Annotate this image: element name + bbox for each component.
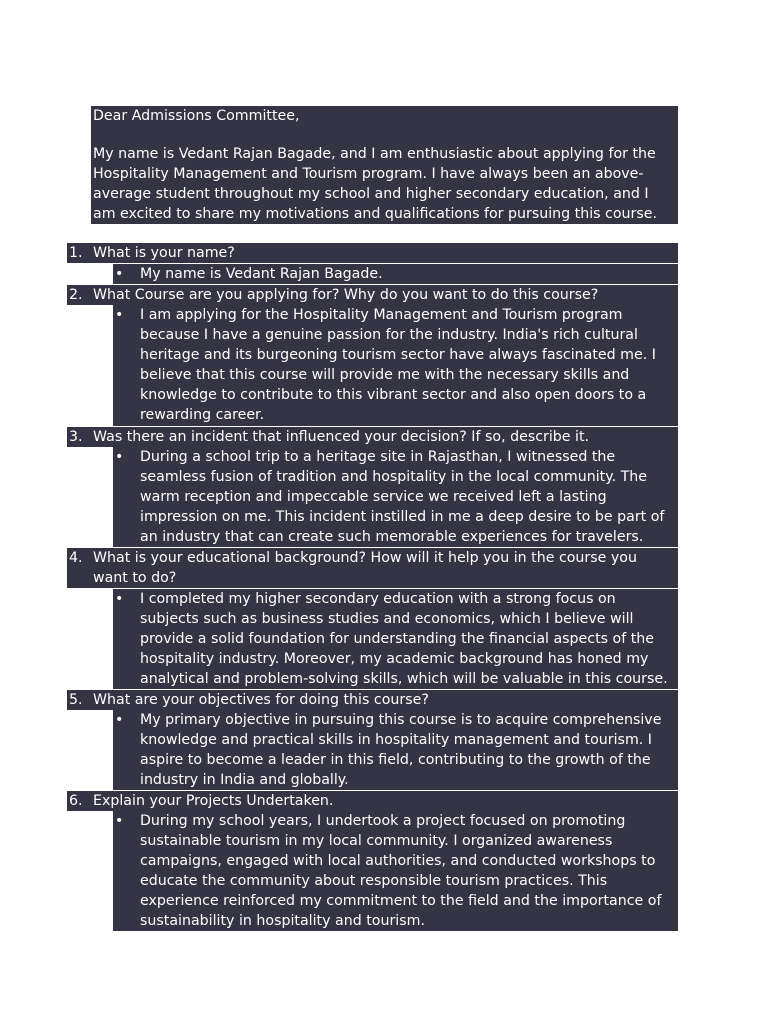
answer-line: I completed my higher secondary education with a strong focus on <box>140 591 616 607</box>
intro-line: average student throughout my school and higher secondary education, and I <box>93 186 649 202</box>
answer-line: rewarding career. <box>140 407 265 423</box>
question-row <box>67 690 678 710</box>
answer-block <box>113 811 678 931</box>
bullet-icon: • <box>115 813 124 829</box>
answer-line: experience reinforced my commitment to the field and the importance of <box>140 893 662 909</box>
answer-line: sustainable tourism in my local community. I organized awareness <box>140 833 613 849</box>
answer-line: seamless fusion of tradition and hospitality in the local community. The <box>140 469 648 485</box>
question-row <box>67 285 678 305</box>
answer-line: warm reception and impeccable service we received left a lasting <box>140 489 607 505</box>
question-row <box>67 243 678 263</box>
question-text: want to do? <box>93 570 177 586</box>
answer-line: aspire to become a leader in this field, contributing to the growth of the <box>140 752 651 768</box>
answer-line: I am applying for the Hospitality Management and Tourism program <box>140 307 623 323</box>
answer-line: educate the community about responsible tourism practices. This <box>140 873 608 889</box>
intro-line: Hospitality Management and Tourism program. I have always been an above- <box>93 166 644 182</box>
answer-line: sustainability in hospitality and tourism. <box>140 913 425 929</box>
bullet-icon: • <box>115 449 124 465</box>
intro-block <box>91 106 678 224</box>
bullet-icon: • <box>115 266 124 282</box>
question-number: 5. <box>69 692 83 708</box>
question-number: 1. <box>69 245 83 261</box>
answer-line: During a school trip to a heritage site in Rajasthan, I witnessed the <box>140 449 616 465</box>
answer-line: industry in India and globally. <box>140 772 349 788</box>
question-number: 3. <box>69 429 83 445</box>
answer-line: provide a solid foundation for understanding the financial aspects of the <box>140 631 655 647</box>
intro-line: am excited to share my motivations and qualifications for pursuing this course. <box>93 206 657 222</box>
answer-line: My name is Vedant Rajan Bagade. <box>140 266 383 282</box>
question-row <box>67 791 678 811</box>
intro-line: My name is Vedant Rajan Bagade, and I am enthusiastic about applying for the <box>93 146 656 162</box>
answer-line: knowledge and practical skills in hospitality management and tourism. I <box>140 732 652 748</box>
question-number: 2. <box>69 287 83 303</box>
question-text: What is your name? <box>93 245 235 261</box>
answer-line: campaigns, engaged with local authorities, and conducted workshops to <box>140 853 656 869</box>
bullet-icon: • <box>115 307 124 323</box>
question-text: Explain your Projects Undertaken. <box>93 793 334 809</box>
answer-block <box>113 710 678 790</box>
answer-block <box>113 305 678 426</box>
question-text: Was there an incident that influenced your decision? If so, describe it. <box>93 429 590 445</box>
answer-block <box>113 447 678 547</box>
answer-line: analytical and problem-solving skills, which will be valuable in this course. <box>140 671 668 687</box>
bullet-icon: • <box>115 591 124 607</box>
question-row <box>67 548 678 588</box>
salutation: Dear Admissions Committee, <box>93 108 300 124</box>
answer-block <box>113 264 678 284</box>
question-number: 4. <box>69 550 83 566</box>
answer-line: hospitality industry. Moreover, my academic background has honed my <box>140 651 649 667</box>
question-row <box>67 427 678 447</box>
answer-line: My primary objective in pursuing this course is to acquire comprehensive <box>140 712 662 728</box>
question-number: 6. <box>69 793 83 809</box>
answer-line: believe that this course will provide me with the necessary skills and <box>140 367 630 383</box>
answer-line: During my school years, I undertook a project focused on promoting <box>140 813 626 829</box>
answer-block <box>113 589 678 689</box>
answer-line: knowledge to contribute to this vibrant sector and also open doors to a <box>140 387 647 403</box>
answer-line: because I have a genuine passion for the industry. India's rich cultural <box>140 327 638 343</box>
answer-line: subjects such as business studies and economics, which I believe will <box>140 611 634 627</box>
answer-line: impression on me. This incident instilled in me a deep desire to be part of <box>140 509 665 525</box>
answer-line: an industry that can create such memorable experiences for travelers. <box>140 529 644 545</box>
bullet-icon: • <box>115 712 124 728</box>
answer-line: heritage and its burgeoning tourism sector have always fascinated me. I <box>140 347 656 363</box>
question-text: What is your educational background? How will it help you in the course you <box>93 550 637 566</box>
question-text: What Course are you applying for? Why do you want to do this course? <box>93 287 599 303</box>
question-text: What are your objectives for doing this course? <box>93 692 429 708</box>
